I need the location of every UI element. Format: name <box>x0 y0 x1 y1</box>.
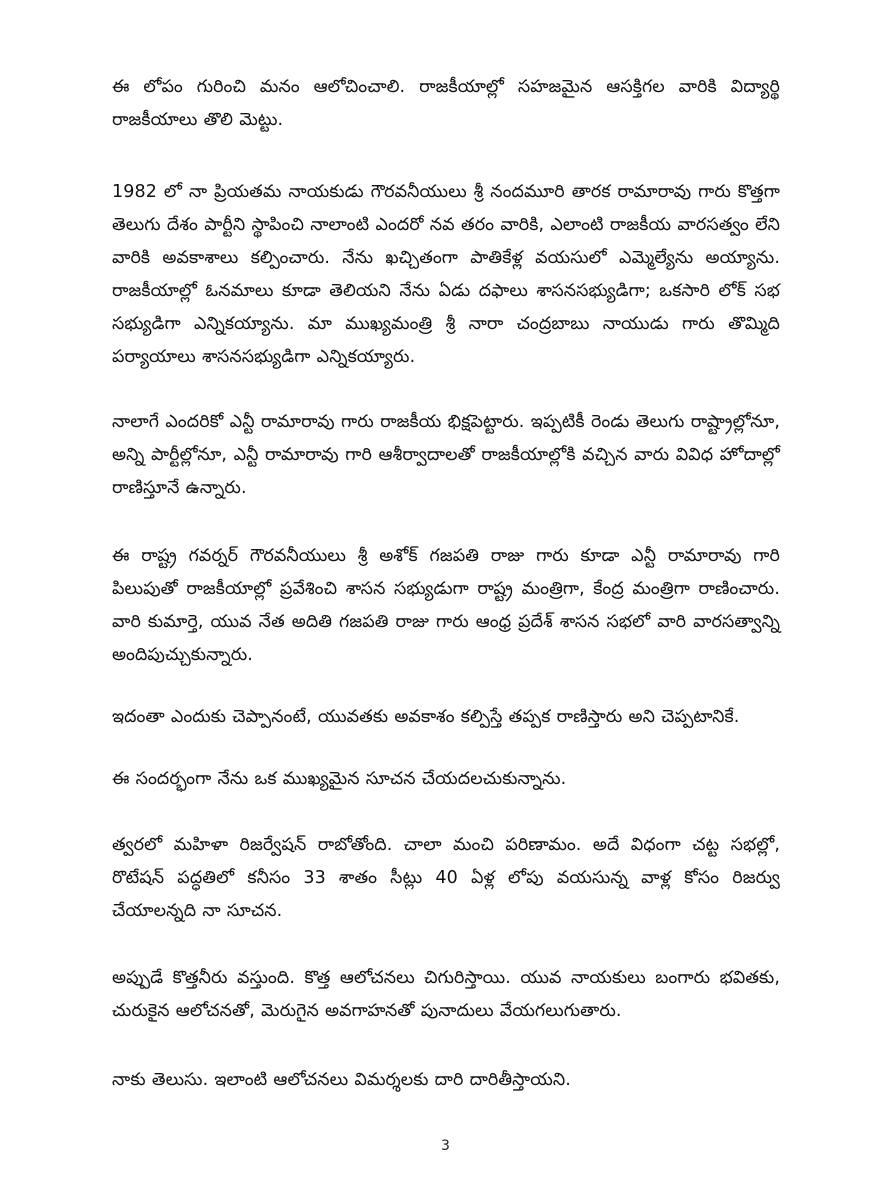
paragraph-4: ఈ రాష్ట్ర గవర్నర్ గౌరవనీయులు శ్రీ అశోక్ గజపతి రాజు గారు కూడా ఎన్టీ రామారావు గారి పిలుపుతో రాజకీయాల్లో ప్రవేశించి శాసన సభ్యుడుగా రాష్ట్ర మంత్రిగా, కేంద్ర మంత్రిగా రాణించారు. వారి కుమార్తె, యువ నేత అదితి గజపతి రాజు గారు ఆంధ్ర ప్రదేశ్ శాసన సభలో వారి వారసత్వాన్ని అందిపుచ్చుకున్నారు. <box>112 546 780 665</box>
paragraph-1: ఈ లోపం గురించి మనం ఆలోచించాలి. రాజకీయాల్లో సహజమైన ఆసక్తిగల వారికి విద్యార్థి రాజకీయాలు తొలి మెట్టు. <box>112 77 780 130</box>
paragraph-7: త్వరలో మహిళా రిజర్వేషన్ రాబోతోంది. చాలా మంచి పరిణామం. అదే విధంగా చట్ట సభల్లో, రొటేషన్ పద్ధతిలో కనీసం 33 శాతం సీట్లు 40 ఏళ్ల లోపు వయసున్న వాళ్ల కోసం రిజర్వు చేయాలన్నది నా సూచన. <box>112 835 780 921</box>
page-number: 3 <box>441 1138 450 1154</box>
paragraph-2: 1982 లో నా ప్రియతమ నాయకుడు గౌరవనీయులు శ్రీ నందమూరి తారక రామారావు గారు కొత్తగా తెలుగు దేశం పార్టీని స్థాపించి నాలాంటి ఎందరో నవ తరం వారికి, ఎలాంటి రాజకీయ వారసత్వం లేని వారికి అవకాశాలు కల్పించారు. నేను ఖచ్చితంగా పాతికేళ్ల వయసులో ఎమ్మెల్యేను అయ్యాను. రాజకీయాల్లో ఓనమాలు కూడా తెలియని నేను ఏడు దఫాలు శాసనసభ్యుడిగా; ఒకసారి లోక్ సభ సభ్యుడిగా ఎన్నికయ్యాను. మా ముఖ్యమంత్రి శ్రీ నారా చంద్రబాబు నాయుడు గారు తొమ్మిది పర్యాయాలు శాసనసభ్యుడిగా ఎన్నికయ్యారు. <box>112 182 780 367</box>
paragraph-5: ఇదంతా ఎందుకు చెప్పానంటే, యువతకు అవకాశం కల్పిస్తే తప్పక రాణిస్తారు అని చెప్పటానికే. <box>112 707 740 727</box>
paragraph-9: నాకు తెలుసు. ఇలాంటి ఆలోచనలు విమర్శలకు దారి దారితీస్తాయని. <box>112 1070 571 1090</box>
paragraph-8: అప్పుడే కొత్తనీరు వస్తుంది. కొత్త ఆలోచనలు చిగురిస్తాయి. యువ నాయకులు బంగారు భవితకు, చురుకైన ఆలోచనతో, మెరుగైన అవగాహనతో పునాదులు వేయగలుగుతారు. <box>112 968 780 1021</box>
paragraph-3: నాలాగే ఎందరికో ఎన్టీ రామారావు గారు రాజకీయ భిక్షపెట్టారు. ఇప్పటికీ రెండు తెలుగు రాష్ట్రాల్లోనూ, అన్ని పార్టీల్లోనూ, ఎన్టీ రామారావు గారి ఆశీర్వాదాలతో రాజకీయాల్లోకి వచ్చిన వారు వివిధ హోదాల్లో రాణిస్తూనే ఉన్నారు. <box>112 412 780 498</box>
paragraph-6: ఈ సందర్భంగా నేను ఒక ముఖ్యమైన సూచన చేయదలచుకున్నాను. <box>112 769 567 789</box>
